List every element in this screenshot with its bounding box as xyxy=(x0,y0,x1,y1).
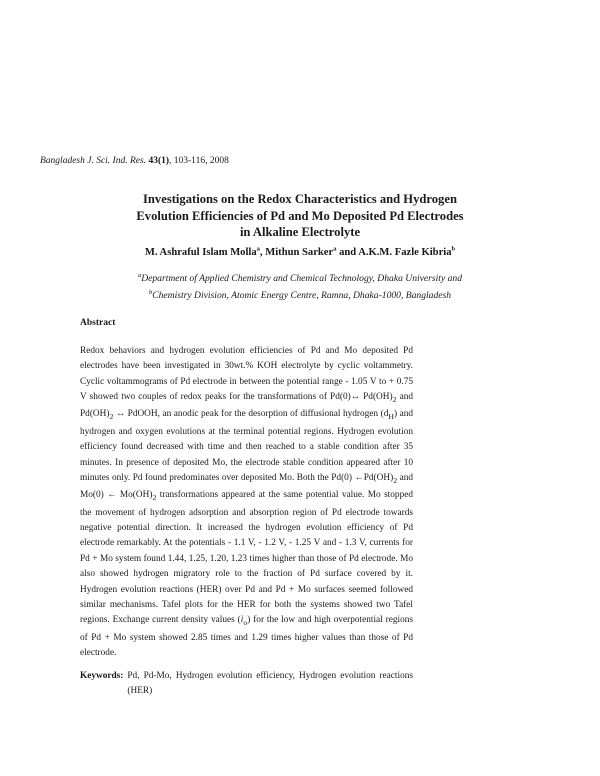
keywords-label: Keywords: xyxy=(80,671,124,681)
affiliation-a-text: Department of Applied Chemistry and Chemical Technology, Dhaka University and xyxy=(141,273,463,284)
paper-title xyxy=(60,191,540,241)
abstract-text-2: and Pd(OH) xyxy=(80,392,414,420)
journal-pages-year: , 103-116, 2008 xyxy=(169,156,229,166)
abstract-text-6: transformations appeared at the same potential value. Mo stopped the movement of hydrogen adsorption and absorption region of Pd electrode towards negative potential direction. It increased the hydrogen evolution efficiency of Pd electrode remarkably. At the potentials - 1.1 V, - 1.2 V, - 1.25 V and - 1.3 V, currents for Pd + Mo system found 1.44, 1.25, 1.20, 1.23 times higher than those of Pd electrode. Mo also showed hydrogen migratory role to the fraction of Pd surface covered by it. Hydrogen evolution reactions (HER) over Pd and Pd + Mo surfaces seemed followed similar mechanisms. Tafel plots for the HER for both the systems showed two Tafel regions. Exchange current density values ( xyxy=(80,490,413,626)
abstract-body xyxy=(80,344,413,661)
exchange-current-symbol: i xyxy=(240,615,244,626)
subscript: 2 xyxy=(392,395,397,405)
title-line-2: Evolution Efficiencies of Pd and Mo Deposited Pd Electrodes xyxy=(136,208,464,223)
author-2-affil-mark: a xyxy=(333,245,337,253)
subscript: 2 xyxy=(109,412,114,422)
abstract-text-3: ↔ PdOOH, an anodic peak for the desorption of diffusional hydrogen (d xyxy=(113,409,389,420)
author-list xyxy=(40,247,560,258)
abstract-text-1: Redox behaviors and hydrogen evolution efficiencies of Pd and Mo deposited Pd electrodes have been investigated in 30wt.% KOH electrolyte by cyclic voltammetry. Cyclic voltammograms of Pd electrode in between the potential range - 1.05 V to + 0.75 V showed two couples of redox peaks for the transformations of Pd(0)↔ Pd(OH) xyxy=(80,346,413,403)
journal-volume: 43(1) xyxy=(148,156,170,166)
author-1-affil-mark: a xyxy=(256,245,260,253)
affiliation-b-mark: b xyxy=(148,288,153,296)
subscript: 2 xyxy=(393,475,398,485)
abstract-text-5: and Mo(0) ← Mo(OH) xyxy=(80,472,414,501)
journal-citation xyxy=(40,156,229,166)
abstract-heading: Abstract xyxy=(80,318,116,328)
title-line-1: Investigations on the Redox Characteristics and Hydrogen xyxy=(143,192,457,206)
keywords-block xyxy=(80,669,413,700)
author-3: and A.K.M. Fazle Kibria xyxy=(336,247,452,258)
subscript: o xyxy=(243,618,248,628)
affiliation-b xyxy=(40,290,560,301)
author-2: , Mithun Sarker xyxy=(259,247,334,258)
subscript: H xyxy=(388,412,394,422)
author-3-affil-mark: b xyxy=(451,245,456,253)
author-1: M. Ashraful Islam Molla xyxy=(144,247,257,258)
journal-name: Bangladesh J. Sci. Ind. Res. xyxy=(40,156,147,166)
keywords-text: Pd, Pd-Mo, Hydrogen evolution efficiency, Hydrogen evolution reactions (HER) xyxy=(127,671,413,697)
abstract-text-7: ) for the low and high overpotential regions of Pd + Mo system showed 2.85 times and 1.29 times higher values than those of Pd electrode. xyxy=(80,615,413,659)
affiliation-b-text: Chemistry Division, Atomic Energy Centre, Ramna, Dhaka-1000, Bangladesh xyxy=(152,290,452,301)
affiliation-a-mark: a xyxy=(137,271,142,279)
subscript: 2 xyxy=(152,493,157,503)
title-line-3: in Alkaline Electrolyte xyxy=(239,225,361,239)
abstract-text-4: ) and hydrogen and oxygen evolutions at the terminal potential regions. Hydrogen evolution efficiency found decreased with time and then reached to a stable condition after 35 minutes. In presence of deposited Mo, the electrode stable condition appeared after 10 minutes only. Pd found predominates over deposited Mo. Both the Pd(0) ←Pd(OH) xyxy=(80,409,414,483)
affiliation-a xyxy=(40,273,560,284)
